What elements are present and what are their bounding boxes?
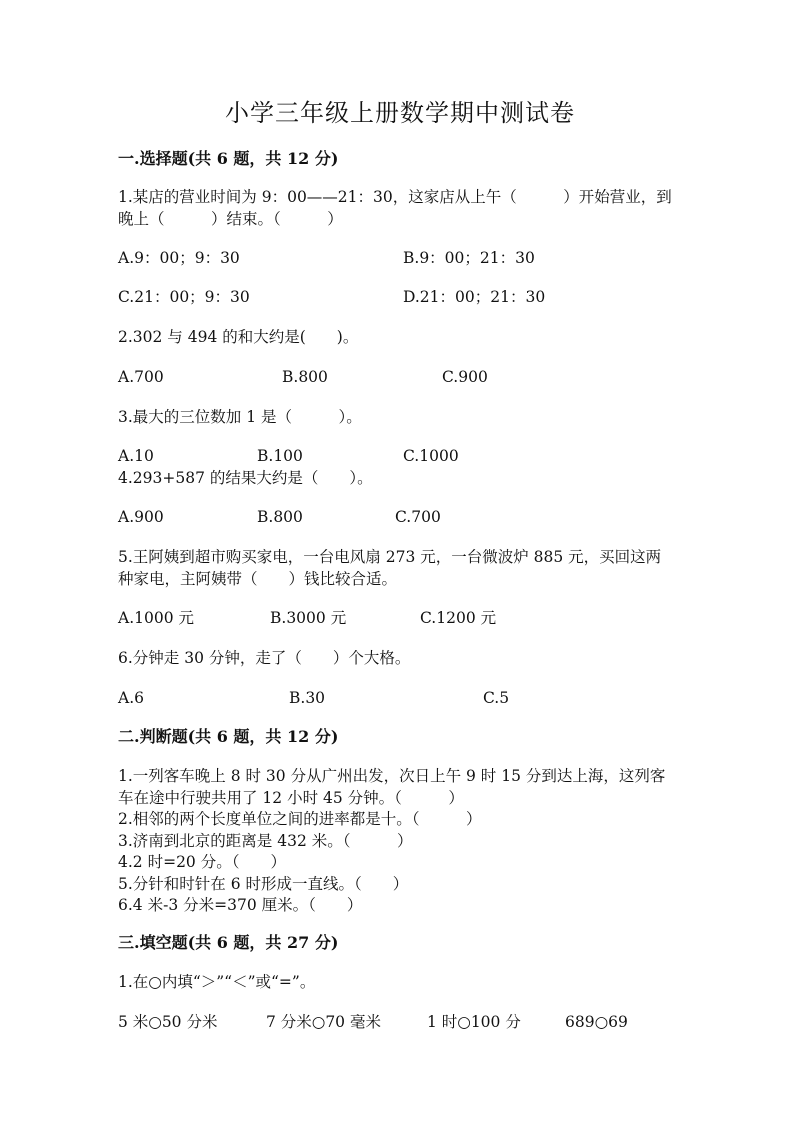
tf-line: 5.分针和时针在 6 时形成一直线。（ ） [118,875,409,893]
question-5-line-2: 种家电，主阿姨带（ ）钱比较合适。 [118,570,398,588]
q1-option-c: C.21：00；9：30 [118,288,250,306]
question-4: 4.293+587 的结果大约是（ ）。 [118,469,373,487]
tf-line: 3.济南到北京的距离是 432 米。（ ） [118,832,413,850]
tf-line: 4.2 时=20 分。（ ） [118,853,286,871]
q3-option-a: A.10 [118,447,154,465]
question-2: 2.302 与 494 的和大约是( )。 [118,328,359,346]
section-heading-fill-in: 三.填空题(共 6 题，共 27 分) [118,933,339,952]
q3-option-c: C.1000 [403,447,459,465]
q6-option-b: B.30 [289,689,326,707]
q4-option-a: A.900 [118,508,164,526]
q5-option-b: B.3000 元 [270,609,347,627]
section-heading-choice: 一.选择题(共 6 题，共 12 分) [118,149,339,168]
compare-item: 1 时○100 分 [427,1013,521,1031]
q2-option-a: A.700 [118,368,164,386]
question-3: 3.最大的三位数加 1 是（ ）。 [118,408,362,426]
tf-line: 2.相邻的两个长度单位之间的进率都是十。（ ） [118,810,482,828]
tf-line: 车在途中行驶共用了 12 小时 45 分钟。（ ） [118,789,464,807]
tf-line: 6.4 米-3 分米=370 厘米。（ ） [118,896,363,914]
q6-option-c: C.5 [483,689,510,707]
tf-line: 1.一列客车晚上 8 时 30 分从广州出发，次日上午 9 时 15 分到达上海，这列客 [118,767,666,785]
section-heading-true-false: 二.判断题(共 6 题，共 12 分) [118,727,339,746]
compare-item: 7 分米○70 毫米 [266,1013,381,1031]
compare-item: 5 米○50 分米 [118,1013,218,1031]
q2-option-c: C.900 [442,368,488,386]
question-1-line-1: 1.某店的营业时间为 9：00——21：30，这家店从上午（ ）开始营业，到 [118,188,672,206]
question-5-line-1: 5.王阿姨到超市购买家电，一台电风扇 273 元，一台微波炉 885 元，买回这两 [118,548,662,566]
q4-option-b: B.800 [257,508,303,526]
q2-option-b: B.800 [282,368,328,386]
q6-option-a: A.6 [118,689,144,707]
page-title: 小学三年级上册数学期中测试卷 [225,99,575,127]
q1-option-a: A.9：00；9：30 [118,249,240,267]
q3-option-b: B.100 [257,447,303,465]
compare-item: 689○69 [565,1013,628,1031]
question-1-line-2: 晚上（ ）结束。（ ） [118,210,343,228]
question-6: 6.分钟走 30 分钟，走了（ ）个大格。 [118,649,411,667]
q5-option-c: C.1200 元 [420,609,497,627]
q1-option-b: B.9：00；21：30 [403,249,535,267]
fill-question-1: 1.在○内填“＞”“＜”或“=”。 [118,973,316,991]
q4-option-c: C.700 [395,508,441,526]
q1-option-d: D.21：00；21：30 [403,288,546,306]
q5-option-a: A.1000 元 [118,609,194,627]
